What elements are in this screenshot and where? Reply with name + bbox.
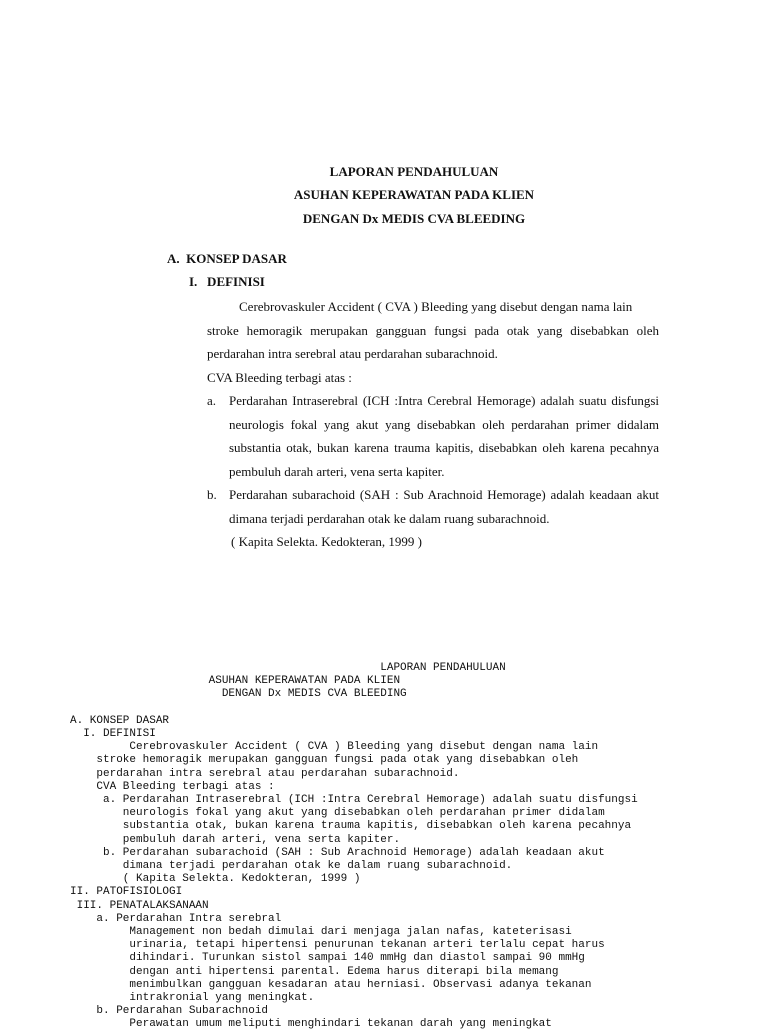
mono-line: menimbulkan gangguan kesadaran atau herniasi. Observasi adanya tekanan [70,978,592,991]
cva-intro: CVA Bleeding terbagi atas : [207,370,352,385]
item-a-marker: a. [207,393,217,408]
item-b-line-2: dimana terjadi perdarahan otak ke dalam ruang subarachnoid. [229,511,550,526]
item-b-marker: b. [207,487,217,502]
mono-line: dimana terjadi perdarahan otak ke dalam ruang subarachnoid. [70,860,513,873]
mono-line: CVA Bleeding terbagi atas : [70,780,275,793]
title-line-2: ASUHAN KEPERAWATAN PADA KLIEN [293,187,535,202]
mono-line: stroke hemoragik merupakan gangguan fungsi pada otak yang disebabkan oleh [70,754,579,767]
mono-line: ASUHAN KEPERAWATAN PADA KLIEN [70,675,401,688]
mono-line: II. PATOFISIOLOGI [70,886,183,899]
definisi-line-2: stroke hemoragik merupakan gangguan fungsi pada otak yang disebabkan oleh [207,323,659,338]
mono-line: I. DEFINISI [70,728,156,741]
definisi-line-1: Cerebrovaskuler Accident ( CVA ) Bleeding yang disebut dengan nama lain [239,299,633,314]
mono-line: dengan anti hipertensi parental. Edema harus diterapi bila memang [70,965,559,978]
item-a-line-3: substantia otak, bukan karena trauma kapitis, disebabkan oleh karena pecahnya [229,440,659,455]
mono-line: DENGAN Dx MEDIS CVA BLEEDING [70,688,407,701]
mono-line: Management non bedah dimulai dari menjaga jalan nafas, kateterisasi [70,926,572,939]
title-line-3: DENGAN Dx MEDIS CVA BLEEDING [302,211,526,226]
mono-line: Perawatan umum meliputi menghindari tekanan darah yang meningkat [70,1018,552,1031]
mono-line: LAPORAN PENDAHULUAN [70,662,506,674]
mono-line: Cerebrovaskuler Accident ( CVA ) Bleeding yang disebut dengan nama lain [70,741,599,754]
mono-line [70,702,638,715]
mono-line: neurologis fokal yang akut yang disebabkan oleh perdarahan primer didalam [70,807,605,820]
mono-line: a. Perdarahan Intraserebral (ICH :Intra Cerebral Hemorage) adalah suatu disfungsi [70,794,638,807]
item-a-line-2: neurologis fokal yang akut yang disebabkan oleh perdarahan primer didalam [229,417,659,432]
mono-line: pembuluh darah arteri, vena serta kapiter. [70,833,401,846]
title-line-1: LAPORAN PENDAHULUAN [329,164,499,179]
section-konsep-dasar: A. KONSEP DASAR [167,251,287,266]
section-definisi: I. DEFINISI [189,274,265,289]
mono-line: a. Perdarahan Intra serebral [70,912,282,925]
mono-line: A. KONSEP DASAR [70,714,170,727]
mono-line: dihindari. Turunkan sistol sampai 140 mmHg dan diastol sampai 90 mmHg [70,952,585,965]
definisi-line-3: perdarahan intra serebral atau perdarahan subarachnoid. [207,346,498,361]
item-b-line-1: Perdarahan subarachoid (SAH : Sub Arachnoid Hemorage) adalah keadaan akut [229,487,659,502]
item-a-line-4: pembuluh darah arteri, vena serta kapiter. [229,464,445,479]
citation: ( Kapita Selekta. Kedokteran, 1999 ) [231,534,422,549]
mono-line: substantia otak, bukan karena trauma kapitis, disebabkan oleh karena pecahnya [70,820,632,833]
mono-line: b. Perdarahan Subarachnoid [70,1005,269,1018]
plain-text-block [70,662,638,1032]
mono-line: b. Perdarahan subarachoid (SAH : Sub Arachnoid Hemorage) adalah keadaan akut [70,846,605,859]
mono-line: urinaria, tetapi hipertensi penurunan tekanan arteri terlalu cepat harus [70,939,605,952]
mono-line: III. PENATALAKSANAAN [70,899,209,912]
mono-line: ( Kapita Selekta. Kedokteran, 1999 ) [70,873,361,886]
item-a-line-1: Perdarahan Intraserebral (ICH :Intra Cerebral Hemorage) adalah suatu disfungsi [229,393,659,408]
mono-line: perdarahan intra serebral atau perdarahan subarachnoid. [70,767,460,780]
mono-line: intrakronial yang meningkat. [70,992,315,1005]
